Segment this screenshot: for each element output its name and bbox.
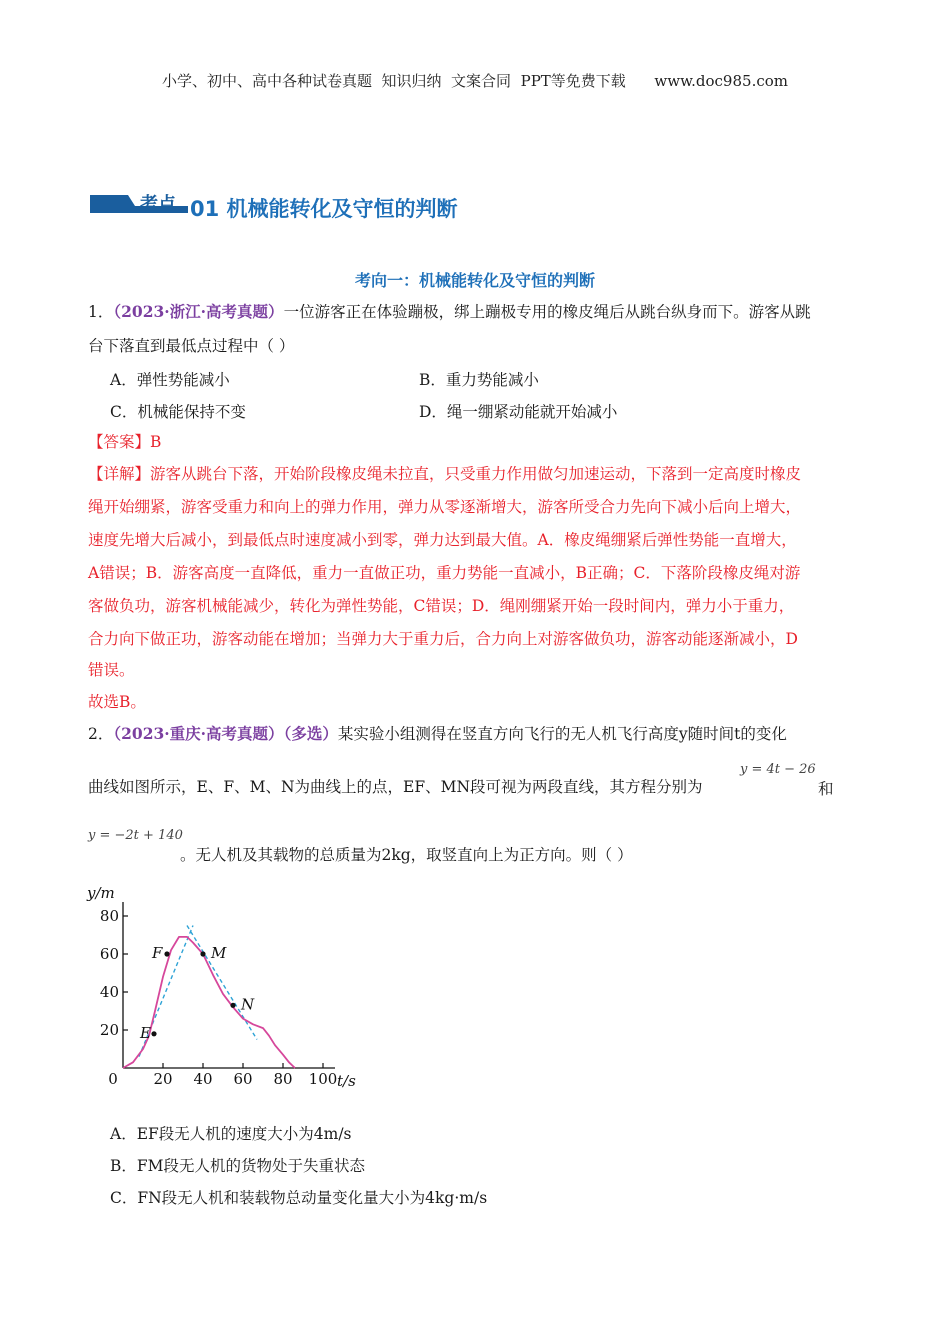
y-tick-label: 60 xyxy=(99,945,119,963)
q1-option-a: A．弹性势能减小 xyxy=(110,371,230,389)
x-tick-label: 100 xyxy=(308,1070,338,1089)
x-tick-label: 60 xyxy=(233,1070,253,1089)
curve-point-label: E xyxy=(140,1023,151,1042)
q1-detail-line: 错误。 xyxy=(88,661,135,679)
kaodian-title: 机械能转化及守恒的判断 xyxy=(226,197,458,221)
q2-stem-line2: 曲线如图所示，E、F、M、N为曲线上的点，EF、MN段可视为两段直线，其方程分别为 xyxy=(88,778,703,796)
q2-option-c: C．FN段无人机和装载物总动量变化量大小为4kg·m/s xyxy=(110,1189,488,1207)
q2-formula-mn: y = −2t + 140 xyxy=(88,828,183,843)
q1-detail-line: 故选B。 xyxy=(88,693,146,711)
q2-number: 2． xyxy=(88,725,114,743)
q1-source: （2023·浙江·高考真题） xyxy=(113,302,284,321)
curve-point-label: F xyxy=(152,944,163,962)
q2-source: （2023·重庆·高考真题） xyxy=(113,724,284,743)
curve-point xyxy=(164,951,169,956)
curve-point xyxy=(200,951,205,956)
q1-stem-line2: 台下落直到最低点过程中（ ） xyxy=(88,337,295,355)
curve-point xyxy=(230,1003,235,1008)
x-tick-label: 80 xyxy=(273,1070,293,1089)
kaodian-number: 01 xyxy=(190,197,220,221)
y-axis-label: y/m xyxy=(87,884,115,902)
q1-stem-line1 xyxy=(88,302,863,322)
q1-option-d: D．绳一绷紧动能就开始减小 xyxy=(419,403,618,421)
q1-detail-line: 速度先增大后减小，到最低点时速度减小到零，弹力达到最大值。A．橡皮绳绷紧后弹性势能一直增大， xyxy=(88,531,797,549)
q2-stem-line3: 。无人机及其载物的总质量为2kg，取竖直向上为正方向。则（ ） xyxy=(180,846,633,864)
y-tick-label: 40 xyxy=(99,983,119,1001)
y-tick-label: 80 xyxy=(99,907,119,925)
kaodian-badge xyxy=(90,193,188,215)
q1-detail-line: 【详解】游客从跳台下落，开始阶段橡皮绳未拉直，只受重力作用做匀加速运动，下落到一定高度时橡皮 xyxy=(88,465,802,483)
tangent-line xyxy=(187,926,257,1040)
x-axis-label: t/s xyxy=(337,1072,356,1090)
kaodian-heading xyxy=(190,193,458,223)
height-time-chart xyxy=(85,878,356,1093)
x-tick-label: 40 xyxy=(193,1070,213,1089)
q1-number: 1． xyxy=(88,303,114,321)
q1-detail-line: 合力向下做正功，游客动能在增加；当弹力大于重力后，合力向上对游客做负功，游客动能逐渐减小，D xyxy=(88,630,798,648)
q2-option-a: A．EF段无人机的速度大小为4m/s xyxy=(110,1125,352,1143)
q2-multi-tag: （多选） xyxy=(283,724,338,743)
q2-stem-line1 xyxy=(88,724,863,744)
x-tick-label: 0 xyxy=(108,1070,118,1089)
q1-option-c: C．机械能保持不变 xyxy=(110,403,246,421)
curve-point-label: M xyxy=(211,944,227,962)
section-title: 考向一：机械能转化及守恒的判断 xyxy=(354,271,595,290)
q2-option-b: B．FM段无人机的货物处于失重状态 xyxy=(110,1157,366,1175)
q1-detail-line: 客做负功，游客机械能减少，转化为弹性势能，C错误；D．绳刚绷紧开始一段时间内，弹力小于重力， xyxy=(88,597,795,615)
y-tick-label: 20 xyxy=(99,1021,119,1039)
q1-option-b: B．重力势能减小 xyxy=(419,371,539,389)
site-banner: 小学、初中、高中各种试卷真题 知识归纳 文案合同 PPT等免费下载 www.doc985.com xyxy=(161,72,788,90)
q1-answer: 【答案】B xyxy=(88,433,162,451)
height-curve xyxy=(123,937,295,1068)
q1-detail-line: A错误；B．游客高度一直降低，重力一直做正功，重力势能一直减小，B正确；C．下落阶段橡皮绳对游 xyxy=(88,564,801,582)
curve-point xyxy=(151,1031,156,1036)
curve-point-label: N xyxy=(241,995,255,1014)
q1-detail-line: 绳开始绷紧，游客受重力和向上的弹力作用，弹力从零逐渐增大，游客所受合力先向下减小后向上增大， xyxy=(88,498,802,516)
q2-stem-text: 某实验小组测得在竖直方向飞行的无人机飞行高度y随时间t的变化 xyxy=(337,725,787,743)
q2-formula-ef: y = 4t − 26 xyxy=(740,762,816,777)
q1-stem-text: 一位游客正在体验蹦极，绑上蹦极专用的橡皮绳后从跳台纵身而下。游客从跳 xyxy=(283,303,811,321)
x-tick-label: 20 xyxy=(153,1070,173,1089)
q2-stem-and: 和 xyxy=(818,780,834,798)
kaodian-badge-text: 考点 xyxy=(140,194,176,215)
